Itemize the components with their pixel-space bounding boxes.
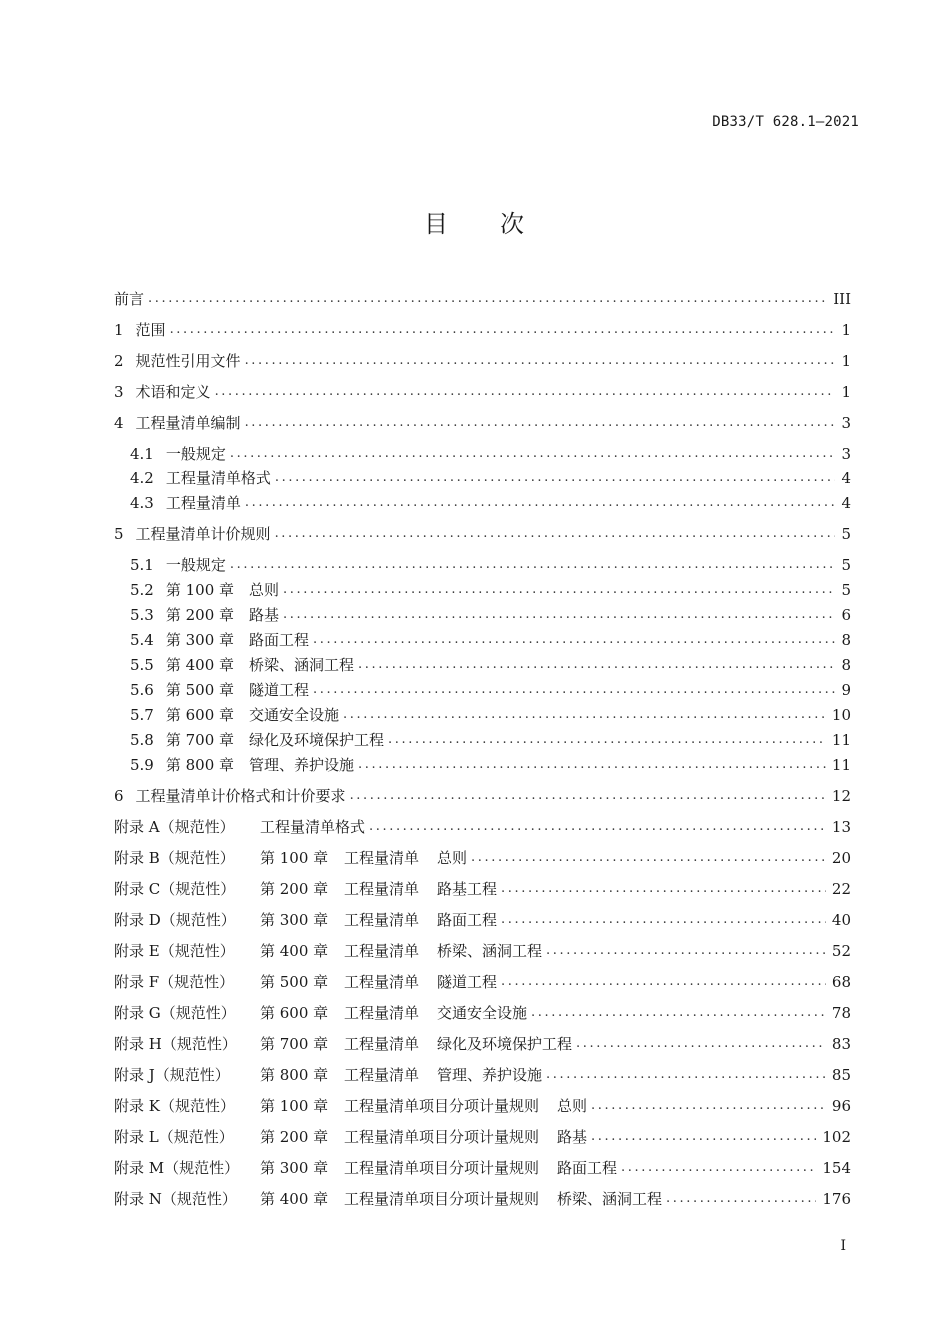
toc-entry-number: 2 xyxy=(114,352,124,370)
appendix-chapter: 第 800 章 xyxy=(260,1066,329,1084)
toc-entry-number: 5.5 xyxy=(130,656,154,674)
toc-entry-label: 前言 xyxy=(114,290,145,308)
toc-entry[interactable] xyxy=(130,579,851,601)
appendix-chapter: 第 100 章 xyxy=(260,1097,329,1115)
toc-entry-label: 工程量清单编制 xyxy=(135,414,241,432)
toc-entry-number: 5.3 xyxy=(130,606,154,624)
toc-entry-label: 工程量清单 xyxy=(165,494,241,512)
toc-dot-leader xyxy=(230,443,835,465)
toc-appendix-entry[interactable] xyxy=(114,816,851,838)
toc-entry-page: 52 xyxy=(831,942,851,960)
title-char-1: 目 xyxy=(424,210,450,238)
toc-dot-leader xyxy=(230,554,835,576)
toc-appendix-label xyxy=(114,1002,527,1024)
toc-entry-page: 11 xyxy=(831,731,851,749)
toc-entry-page: 4 xyxy=(841,469,851,487)
toc-entry-page: 176 xyxy=(822,1190,851,1208)
toc-entry-number: 5 xyxy=(114,525,124,543)
toc-dot-leader xyxy=(215,381,835,403)
toc-appendix-label xyxy=(114,1188,662,1210)
toc-entry-page: 8 xyxy=(841,656,851,674)
appendix-chapter: 第 400 章 xyxy=(260,1190,329,1208)
toc-dot-leader xyxy=(148,288,827,310)
toc-entry-label: 范围 xyxy=(135,321,166,339)
appendix-topic: 交通安全设施 xyxy=(437,1004,528,1022)
toc-entry[interactable] xyxy=(114,319,851,341)
toc-entry-page: 1 xyxy=(841,321,851,339)
toc-dot-leader xyxy=(501,971,826,993)
toc-entry-label: 第 700 章 绿化及环境保护工程 xyxy=(165,731,385,749)
appendix-chapter: 第 300 章 xyxy=(260,911,329,929)
toc-dot-leader xyxy=(245,492,835,514)
toc-entry-page: 5 xyxy=(841,525,851,543)
toc-entry-number: 3 xyxy=(114,383,124,401)
toc-entry-page: 3 xyxy=(841,445,851,463)
toc-appendix-label xyxy=(114,1033,572,1055)
appendix-topic: 总则 xyxy=(557,1097,588,1115)
toc-dot-leader xyxy=(576,1033,826,1055)
toc-entry-number: 4.2 xyxy=(130,469,154,487)
toc-entry-page: 96 xyxy=(831,1097,851,1115)
toc-entry[interactable] xyxy=(114,523,851,545)
toc-appendix-label xyxy=(114,1157,617,1179)
toc-dot-leader xyxy=(666,1188,816,1210)
toc-entry-page: 12 xyxy=(831,787,851,805)
appendix-chapter: 第 400 章 xyxy=(260,942,329,960)
toc-entry-label: 一般规定 xyxy=(165,445,226,463)
toc-dot-leader xyxy=(591,1095,826,1117)
toc-entry-page: 1 xyxy=(841,383,851,401)
toc-entry[interactable] xyxy=(114,381,851,403)
appendix-id: 附录 K（规范性） xyxy=(114,1097,235,1115)
toc-entry[interactable] xyxy=(130,654,851,676)
toc-appendix-label xyxy=(114,816,365,838)
toc-entry-page: 20 xyxy=(831,849,851,867)
appendix-id: 附录 J（规范性） xyxy=(114,1066,230,1084)
toc-appendix-entry[interactable] xyxy=(114,1126,851,1148)
toc-entry-label: 第 800 章 管理、养护设施 xyxy=(165,756,355,774)
toc-dot-leader xyxy=(358,654,835,676)
toc-entry-number: 5.1 xyxy=(130,556,154,574)
toc-entry-number: 5.8 xyxy=(130,731,154,749)
toc-entry-page: 40 xyxy=(831,911,851,929)
toc-entry[interactable] xyxy=(130,554,851,576)
toc-entry[interactable] xyxy=(130,492,851,514)
toc-dot-leader xyxy=(313,629,835,651)
toc-entry-number: 4.1 xyxy=(130,445,154,463)
appendix-type: 工程量清单 xyxy=(344,1004,420,1022)
toc-entry-number: 1 xyxy=(114,321,124,339)
toc-entry[interactable] xyxy=(114,350,851,372)
appendix-id: 附录 A（规范性） xyxy=(114,818,235,836)
appendix-type: 工程量清单项目分项计量规则 xyxy=(344,1097,540,1115)
toc-dot-leader xyxy=(283,604,835,626)
title-char-2: 次 xyxy=(500,210,526,238)
toc-entry[interactable] xyxy=(130,467,851,489)
toc-entry-label: 工程量清单计价规则 xyxy=(135,525,271,543)
toc-entry-page: 10 xyxy=(831,706,851,724)
toc-entry-label: 第 100 章 总则 xyxy=(165,581,280,599)
toc-entry[interactable] xyxy=(114,412,851,434)
toc-entry-page: 5 xyxy=(841,556,851,574)
appendix-id: 附录 C（规范性） xyxy=(114,880,236,898)
toc-dot-leader xyxy=(275,523,835,545)
footer-page-number: I xyxy=(840,1238,846,1254)
toc-dot-leader xyxy=(245,412,835,434)
toc-dot-leader xyxy=(170,319,835,341)
toc-dot-leader xyxy=(358,754,826,776)
toc-appendix-entry[interactable] xyxy=(114,1064,851,1086)
toc-entry-label: 工程量清单格式 xyxy=(165,469,271,487)
appendix-type: 工程量清单项目分项计量规则 xyxy=(344,1190,540,1208)
toc-dot-leader xyxy=(275,467,835,489)
toc-dot-leader xyxy=(471,847,826,869)
appendix-type: 工程量清单 xyxy=(344,849,420,867)
toc-appendix-entry[interactable] xyxy=(114,1157,851,1179)
toc-entry-page: 9 xyxy=(841,681,851,699)
toc-appendix-label xyxy=(114,971,497,993)
appendix-topic: 路面工程 xyxy=(437,911,498,929)
toc-appendix-label xyxy=(114,1126,587,1148)
toc-appendix-entry[interactable] xyxy=(114,1033,851,1055)
appendix-topic: 管理、养护设施 xyxy=(437,1066,543,1084)
appendix-type: 工程量清单 xyxy=(344,1035,420,1053)
toc-entry-page: 6 xyxy=(841,606,851,624)
appendix-chapter: 第 700 章 xyxy=(260,1035,329,1053)
toc-dot-leader xyxy=(546,1064,826,1086)
toc-entry-number: 6 xyxy=(114,787,124,805)
toc-entry-number: 4 xyxy=(114,414,124,432)
appendix-id: 附录 D（规范性） xyxy=(114,911,236,929)
toc-entry[interactable] xyxy=(130,604,851,626)
toc-entry-page: 5 xyxy=(841,581,851,599)
toc-entry-page: 4 xyxy=(841,494,851,512)
appendix-id: 附录 H（规范性） xyxy=(114,1035,237,1053)
toc-entry-label: 规范性引用文件 xyxy=(135,352,241,370)
appendix-chapter: 第 600 章 xyxy=(260,1004,329,1022)
toc-appendix-label xyxy=(114,1064,542,1086)
appendix-chapter: 工程量清单格式 xyxy=(260,818,366,836)
appendix-type: 工程量清单项目分项计量规则 xyxy=(344,1128,540,1146)
appendix-type: 工程量清单 xyxy=(344,880,420,898)
toc-entry-number: 4.3 xyxy=(130,494,154,512)
toc-entry-page: 22 xyxy=(831,880,851,898)
toc-appendix-entry[interactable] xyxy=(114,909,851,931)
toc-appendix-entry[interactable] xyxy=(114,1002,851,1024)
toc-entry-number: 5.6 xyxy=(130,681,154,699)
appendix-topic: 路面工程 xyxy=(557,1159,618,1177)
toc-entry-label: 第 500 章 隧道工程 xyxy=(165,681,310,699)
toc-entry[interactable] xyxy=(130,754,851,776)
appendix-id: 附录 N（规范性） xyxy=(114,1190,237,1208)
toc-dot-leader xyxy=(245,350,835,372)
toc-entry-page: 154 xyxy=(822,1159,851,1177)
appendix-topic: 绿化及环境保护工程 xyxy=(437,1035,573,1053)
toc-appendix-label xyxy=(114,847,467,869)
toc-entry-page: 3 xyxy=(841,414,851,432)
toc-entry-page: 8 xyxy=(841,631,851,649)
toc-appendix-entry[interactable] xyxy=(114,971,851,993)
toc-appendix-entry[interactable] xyxy=(114,940,851,962)
toc-dot-leader xyxy=(388,729,826,751)
appendix-type: 工程量清单 xyxy=(344,1066,420,1084)
toc-appendix-label xyxy=(114,940,542,962)
toc-appendix-entry[interactable] xyxy=(114,847,851,869)
appendix-id: 附录 L（规范性） xyxy=(114,1128,234,1146)
toc-appendix-label xyxy=(114,878,497,900)
toc-dot-leader xyxy=(369,816,826,838)
toc-entry-label: 第 600 章 交通安全设施 xyxy=(165,706,340,724)
toc-entry-page: 1 xyxy=(841,352,851,370)
appendix-chapter: 第 500 章 xyxy=(260,973,329,991)
toc-entry-page: 11 xyxy=(831,756,851,774)
toc-dot-leader xyxy=(283,579,835,601)
toc-entry-number: 5.9 xyxy=(130,756,154,774)
toc-entry[interactable] xyxy=(114,785,851,807)
toc-dot-leader xyxy=(343,704,826,726)
appendix-topic: 路基工程 xyxy=(437,880,498,898)
toc-appendix-entry[interactable] xyxy=(114,878,851,900)
toc-entry-label: 工程量清单计价格式和计价要求 xyxy=(135,787,346,805)
appendix-topic: 总则 xyxy=(437,849,468,867)
toc-entry-number: 5.7 xyxy=(130,706,154,724)
toc-appendix-label xyxy=(114,909,497,931)
toc-entry[interactable] xyxy=(130,729,851,751)
appendix-type: 工程量清单 xyxy=(344,973,420,991)
toc-dot-leader xyxy=(546,940,826,962)
toc-appendix-entry[interactable] xyxy=(114,1188,851,1210)
toc-entry[interactable] xyxy=(130,443,851,465)
toc-dot-leader xyxy=(501,878,826,900)
toc-entry-label: 第 200 章 路基 xyxy=(165,606,280,624)
document-code: DB33/T 628.1—2021 xyxy=(712,114,859,130)
appendix-topic: 桥梁、涵洞工程 xyxy=(437,942,543,960)
toc-entry-page: 68 xyxy=(831,973,851,991)
toc-entry[interactable] xyxy=(114,288,851,310)
appendix-chapter: 第 200 章 xyxy=(260,880,329,898)
toc-entry-label: 一般规定 xyxy=(165,556,226,574)
toc-entry-page: III xyxy=(833,290,851,308)
toc-entry-number: 5.4 xyxy=(130,631,154,649)
appendix-type: 工程量清单 xyxy=(344,942,420,960)
toc-entry-number: 5.2 xyxy=(130,581,154,599)
toc-dot-leader xyxy=(313,679,835,701)
toc-entry[interactable] xyxy=(130,704,851,726)
appendix-id: 附录 B（规范性） xyxy=(114,849,235,867)
toc-dot-leader xyxy=(591,1126,816,1148)
appendix-id: 附录 M（规范性） xyxy=(114,1159,240,1177)
appendix-chapter: 第 200 章 xyxy=(260,1128,329,1146)
toc-entry-page: 85 xyxy=(831,1066,851,1084)
toc-entry-label: 术语和定义 xyxy=(135,383,211,401)
toc-appendix-label xyxy=(114,1095,587,1117)
appendix-id: 附录 E（规范性） xyxy=(114,942,235,960)
toc-entry-page: 102 xyxy=(822,1128,851,1146)
toc-dot-leader xyxy=(621,1157,816,1179)
appendix-topic: 隧道工程 xyxy=(437,973,498,991)
toc-dot-leader xyxy=(350,785,826,807)
appendix-topic: 路基 xyxy=(557,1128,588,1146)
toc-dot-leader xyxy=(501,909,826,931)
toc-appendix-entry[interactable] xyxy=(114,1095,851,1117)
appendix-id: 附录 F（规范性） xyxy=(114,973,235,991)
appendix-type: 工程量清单项目分项计量规则 xyxy=(344,1159,540,1177)
appendix-type: 工程量清单 xyxy=(344,911,420,929)
toc-entry-page: 78 xyxy=(831,1004,851,1022)
toc-entry[interactable] xyxy=(130,679,851,701)
toc-entry-label: 第 400 章 桥梁、涵洞工程 xyxy=(165,656,355,674)
toc-entry-page: 83 xyxy=(831,1035,851,1053)
appendix-chapter: 第 100 章 xyxy=(260,849,329,867)
toc-entry-page: 13 xyxy=(831,818,851,836)
toc-entry[interactable] xyxy=(130,629,851,651)
appendix-chapter: 第 300 章 xyxy=(260,1159,329,1177)
appendix-topic: 桥梁、涵洞工程 xyxy=(557,1190,663,1208)
appendix-id: 附录 G（规范性） xyxy=(114,1004,236,1022)
toc-dot-leader xyxy=(531,1002,826,1024)
page-title xyxy=(0,204,950,239)
toc-entry-label: 第 300 章 路面工程 xyxy=(165,631,310,649)
